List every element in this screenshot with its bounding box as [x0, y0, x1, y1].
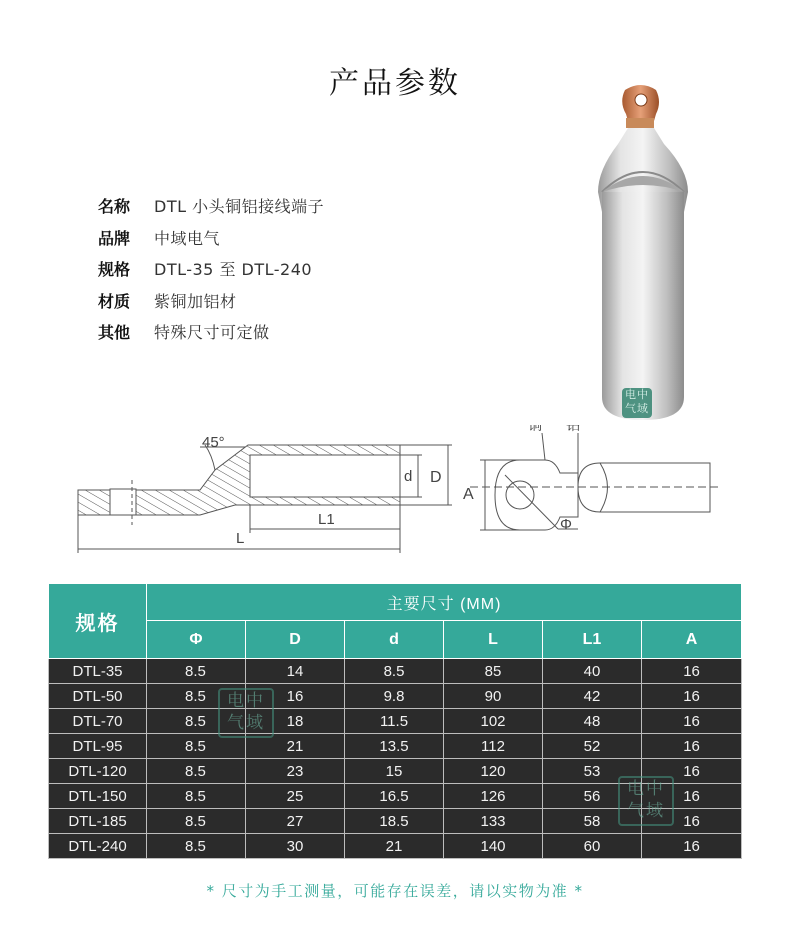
- table-cell: DTL-240: [49, 834, 147, 859]
- table-cell: 48: [543, 709, 642, 734]
- table-cell: 120: [444, 759, 543, 784]
- table-cell: 9.8: [345, 684, 444, 709]
- table-cell: 16: [642, 809, 742, 834]
- side-section-view: [78, 445, 452, 553]
- table-cell: 16: [642, 659, 742, 684]
- spec-value: DTL-35 至 DTL-240: [154, 260, 313, 279]
- table-cell: 8.5: [147, 659, 246, 684]
- table-cell: 16: [246, 684, 345, 709]
- page-title: 产品参数: [329, 66, 461, 101]
- spec-column-header: 规格: [49, 584, 147, 659]
- table-cell: 21: [345, 834, 444, 859]
- L-label: L: [236, 530, 245, 547]
- spec-list: [98, 194, 324, 352]
- copper-label: 铜: [528, 425, 542, 433]
- table-cell: 18.5: [345, 809, 444, 834]
- table-cell: 85: [444, 659, 543, 684]
- spec-key: 材质: [98, 291, 131, 311]
- table-cell: 16: [642, 759, 742, 784]
- table-cell: 8.5: [147, 709, 246, 734]
- table-cell: 14: [246, 659, 345, 684]
- table-cell: 40: [543, 659, 642, 684]
- table-cell: 16: [642, 709, 742, 734]
- table-cell: DTL-150: [49, 784, 147, 809]
- column-header: D: [246, 621, 345, 659]
- table-cell: 90: [444, 684, 543, 709]
- table-row: [49, 784, 742, 809]
- table-cell: 60: [543, 834, 642, 859]
- column-header: d: [345, 621, 444, 659]
- table-cell: 23: [246, 759, 345, 784]
- spec-row: [98, 289, 324, 321]
- D-label: D: [430, 469, 442, 486]
- spec-key: 品牌: [98, 228, 131, 248]
- table-cell: 16.5: [345, 784, 444, 809]
- spec-key: 规格: [98, 260, 131, 279]
- table-cell: DTL-95: [49, 734, 147, 759]
- spec-value: 中域电气: [154, 228, 221, 248]
- L1-label: L1: [318, 511, 335, 528]
- spec-value: 特殊尺寸可定做: [154, 323, 270, 342]
- table-cell: 8.5: [147, 734, 246, 759]
- table-cell: 126: [444, 784, 543, 809]
- table-row: [49, 659, 742, 684]
- table-cell: 52: [543, 734, 642, 759]
- badge-line: 电中: [625, 388, 649, 401]
- table-row: [49, 734, 742, 759]
- product-image: [588, 82, 698, 427]
- table-cell: 112: [444, 734, 543, 759]
- table-row: [49, 709, 742, 734]
- table-row: [49, 759, 742, 784]
- table-cell: 8.5: [147, 759, 246, 784]
- d-label: d: [404, 468, 413, 485]
- table-cell: 15: [345, 759, 444, 784]
- column-header: L: [444, 621, 543, 659]
- table-cell: DTL-70: [49, 709, 147, 734]
- spec-row: [98, 257, 324, 289]
- table-cell: 16: [642, 734, 742, 759]
- table-cell: DTL-120: [49, 759, 147, 784]
- table-cell: 140: [444, 834, 543, 859]
- table-cell: 8.5: [147, 784, 246, 809]
- table-cell: 8.5: [147, 834, 246, 859]
- top-view: [470, 433, 720, 530]
- phi-label: Φ: [560, 516, 572, 533]
- table-cell: DTL-50: [49, 684, 147, 709]
- spec-row: [98, 194, 324, 226]
- watermark-line: 气域: [627, 801, 665, 821]
- aluminum-label: 铝: [566, 425, 580, 433]
- measurement-note: * 尺寸为手工测量，可能存在误差，请以实物为准 *: [206, 882, 584, 900]
- spec-value: DTL 小头铜铝接线端子: [154, 197, 325, 216]
- table-row: [49, 684, 742, 709]
- spec-key: 名称: [98, 197, 131, 216]
- table-cell: 30: [246, 834, 345, 859]
- table-cell: 53: [543, 759, 642, 784]
- A-label: A: [463, 486, 474, 503]
- table-cell: 11.5: [345, 709, 444, 734]
- technical-drawings: [0, 425, 790, 570]
- dimensions-group-header: 主要尺寸 (MM): [147, 584, 742, 621]
- table-cell: 8.5: [147, 809, 246, 834]
- table-cell: 13.5: [345, 734, 444, 759]
- table-cell: 8.5: [147, 684, 246, 709]
- table-cell: 56: [543, 784, 642, 809]
- spec-value: 紫铜加铝材: [154, 291, 237, 311]
- drawings-svg: [0, 425, 790, 570]
- table-cell: 18: [246, 709, 345, 734]
- spec-row: [98, 320, 324, 352]
- table-cell: 16: [642, 784, 742, 809]
- table-cell: 8.5: [345, 659, 444, 684]
- column-header: A: [642, 621, 742, 659]
- watermark-line: 电中: [627, 779, 665, 799]
- table-cell: 58: [543, 809, 642, 834]
- spec-row: [98, 226, 324, 258]
- table-cell: DTL-185: [49, 809, 147, 834]
- table-cell: 133: [444, 809, 543, 834]
- table-cell: DTL-35: [49, 659, 147, 684]
- table-cell: 25: [246, 784, 345, 809]
- column-header: L1: [543, 621, 642, 659]
- table-cell: 27: [246, 809, 345, 834]
- parameter-table: [48, 583, 742, 859]
- table-cell: 16: [642, 684, 742, 709]
- angle-label: 45°: [202, 434, 225, 451]
- column-header: Φ: [147, 621, 246, 659]
- table-cell: 21: [246, 734, 345, 759]
- table-cell: 16: [642, 834, 742, 859]
- watermark-line: 气域: [227, 713, 265, 733]
- table-cell: 42: [543, 684, 642, 709]
- watermark-line: 电中: [227, 691, 265, 711]
- table-cell: 102: [444, 709, 543, 734]
- table-row: [49, 809, 742, 834]
- badge-line: 气域: [625, 402, 649, 415]
- spec-key: 其他: [98, 323, 131, 342]
- table-row: [49, 834, 742, 859]
